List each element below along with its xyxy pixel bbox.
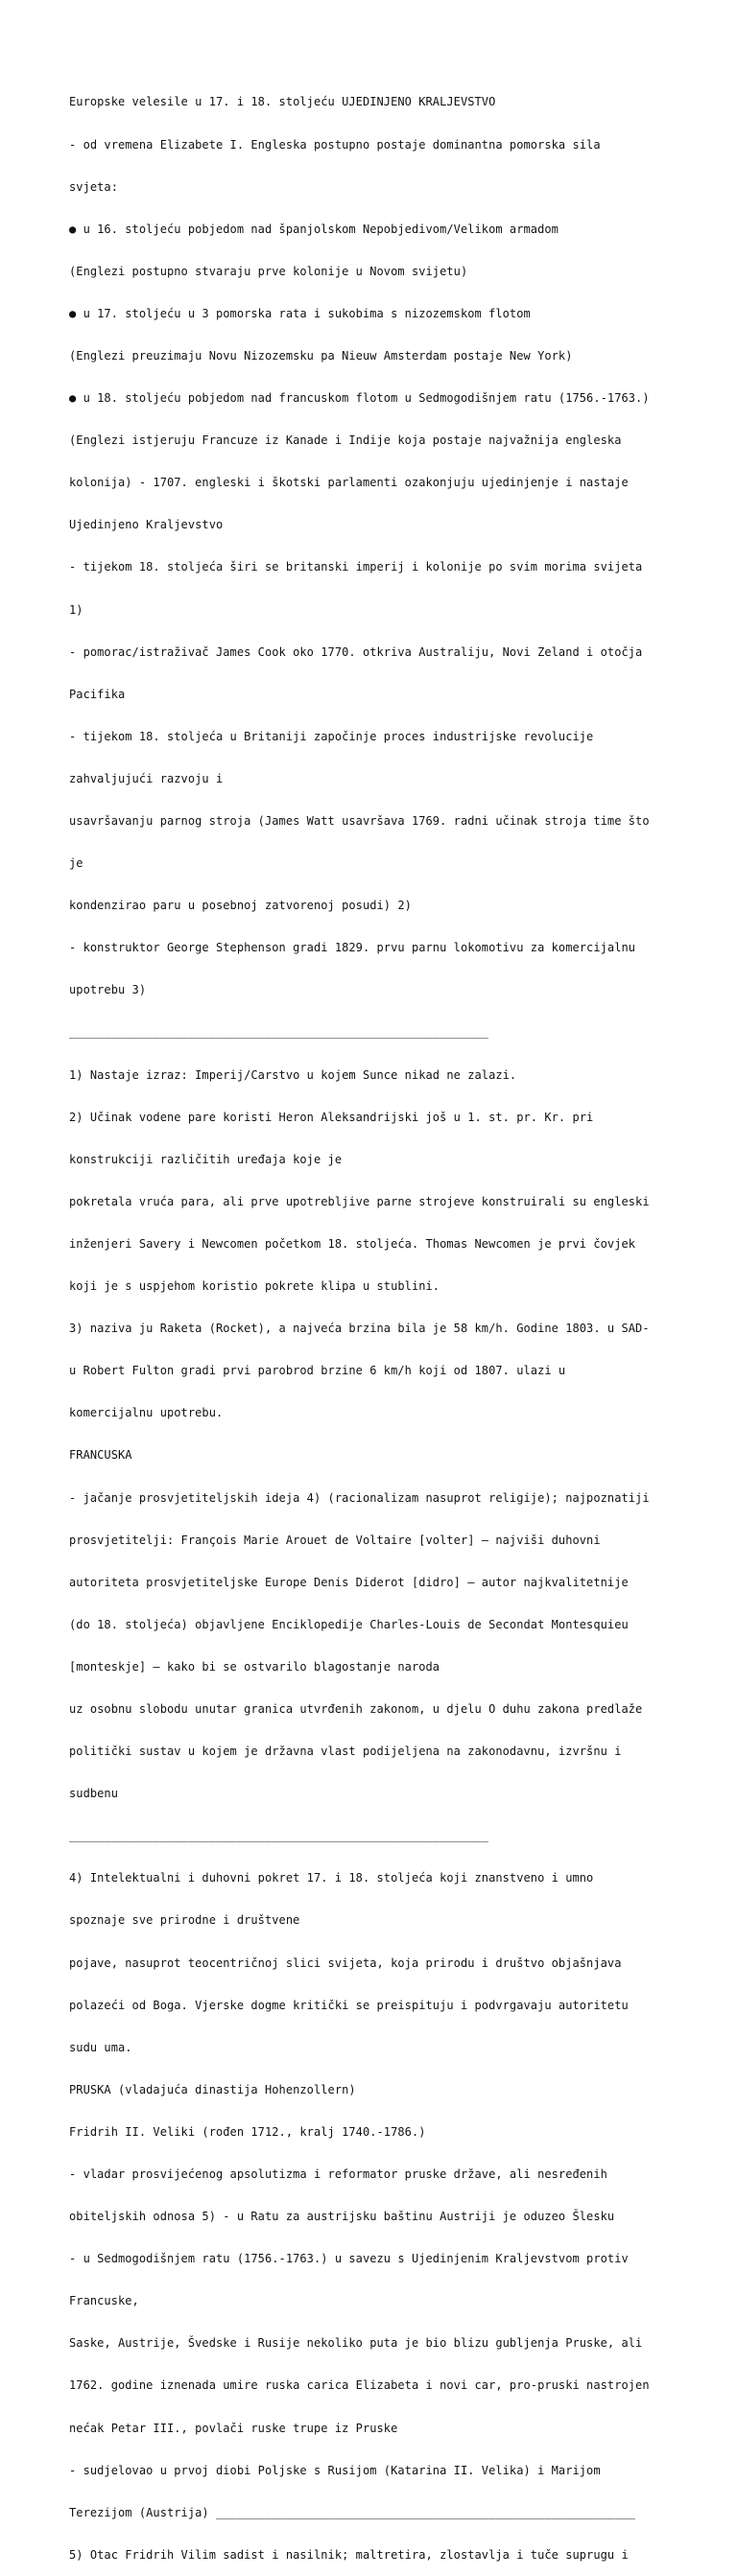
document-line: autoriteta prosvjetiteljske Europe Denis Diderot [didro] – autor najkvalitetnije: [69, 1575, 629, 1589]
document-line: Europske velesile u 17. i 18. stoljeću UJEDINJENO KRALJEVSTVO: [69, 95, 496, 109]
document-line: nećak Petar III., povlači ruske trupe iz Pruske: [69, 2421, 398, 2435]
document-line: [monteskje] – kako bi se ostvarilo blagostanje naroda: [69, 1659, 440, 1674]
document-line: prosvjetitelji: François Marie Arouet de Voltaire [volter] – najviši duhovni: [69, 1533, 601, 1547]
footnote-separator: ____________________________________________________________: [69, 1829, 489, 1843]
document-line: (Englezi preuzimaju Novu Nizozemsku pa Nieuw Amsterdam postaje New York): [69, 348, 573, 363]
footnote: u Robert Fulton gradi prvi parobrod brzine 6 km/h koji od 1807. ulazi u: [69, 1364, 566, 1378]
footnote: spoznaje sve prirodne i društvene: [69, 1913, 300, 1928]
document-line: ● u 16. stoljeću pobjedom nad španjolskom Nepobjedivom/Velikom armadom: [69, 222, 559, 236]
document-line: 1): [69, 602, 83, 617]
footnote: 5) Otac Fridrih Vilim sadist i nasilnik; maltretira, zlostavlja i tuče suprugu i: [69, 2547, 629, 2562]
document-line: - od vremena Elizabete I. Engleska postupno postaje dominantna pomorska sila: [69, 137, 601, 152]
document-line: - u Sedmogodišnjem ratu (1756.-1763.) u savezu s Ujedinjenim Kraljevstvom protiv: [69, 2252, 629, 2266]
document-line: ● u 18. stoljeću pobjedom nad francuskom flotom u Sedmogodišnjem ratu (1756.-1763.): [69, 391, 650, 406]
footnote: pojave, nasuprot teocentričnoj slici svijeta, koja prirodu i društvo objašnjava: [69, 1955, 622, 1970]
footnote: sudu uma.: [69, 2040, 132, 2054]
document-body: [69, 67, 683, 2576]
document-line: svjeta:: [69, 179, 118, 194]
document-line: kolonija) - 1707. engleski i škotski parlamenti ozakonjuju ujedinjenje i nastaje: [69, 476, 629, 490]
footnote: inženjeri Savery i Newcomen početkom 18. stoljeća. Thomas Newcomen je prvi čovjek: [69, 1236, 636, 1251]
section-heading: PRUSKA (vladajuća dinastija Hohenzollern): [69, 2082, 356, 2096]
document-line: uz osobnu slobodu unutar granica utvrđenih zakonom, u djelu O duhu zakona predlaže: [69, 1701, 643, 1716]
document-line: (Englezi istjeruju Francuze iz Kanade i Indije koja postaje najvažnija engleska: [69, 433, 622, 448]
footnote: konstrukciji različitih uređaja koje je: [69, 1152, 343, 1166]
footnote: komercijalnu upotrebu.: [69, 1406, 224, 1420]
document-line: usavršavanju parnog stroja (James Watt usavršava 1769. radni učinak stroja time što: [69, 814, 650, 828]
document-line: Terezijom (Austrija) ____________________________________________________________: [69, 2505, 636, 2519]
document-line: Saske, Austrije, Švedske i Rusije nekoliko puta je bio blizu gubljenja Pruske, ali: [69, 2336, 643, 2351]
footnote: polazeći od Boga. Vjerske dogme kritički se preispituju i podvrgavaju autoritetu: [69, 1998, 629, 2012]
document-line: Francuske,: [69, 2294, 139, 2308]
footnote-separator: ____________________________________________________________: [69, 1025, 489, 1040]
document-line: (Englezi postupno stvaraju prve kolonije u Novom svijetu): [69, 264, 468, 278]
document-line: Fridrih II. Veliki (rođen 1712., kralj 1740.-1786.): [69, 2124, 426, 2139]
document-line: - tijekom 18. stoljeća u Britaniji započinje proces industrijske revolucije: [69, 729, 594, 743]
document-line: - sudjelovao u prvoj diobi Poljske s Rusijom (Katarina II. Velika) i Marijom: [69, 2463, 601, 2477]
footnote: 3) naziva ju Raketa (Rocket), a najveća brzina bila je 58 km/h. Godine 1803. u SAD-: [69, 1322, 650, 1336]
document-line: politički sustav u kojem je državna vlast podijeljena na zakonodavnu, izvršnu i: [69, 1745, 622, 1759]
document-line: 1762. godine iznenada umire ruska carica Elizabeta i novi car, pro-pruski nastrojen: [69, 2378, 650, 2393]
footnote: pokretala vruća para, ali prve upotrebljive parne strojeve konstruirali su engleski: [69, 1194, 650, 1208]
document-line: ● u 17. stoljeću u 3 pomorska rata i sukobima s nizozemskom flotom: [69, 306, 531, 320]
document-line: zahvaljujući razvoju i: [69, 771, 224, 785]
document-line: - vladar prosviјećenog apsolutizma i reformator pruske države, ali nesređenih: [69, 2167, 607, 2181]
document-line: - konstruktor George Stephenson gradi 1829. prvu parnu lokomotivu za komercijalnu: [69, 941, 636, 955]
document-line: Ujedinjeno Kraljevstvo: [69, 518, 224, 532]
document-line: - pomorac/istraživač James Cook oko 1770. otkriva Australiju, Novi Zeland i otočja: [69, 644, 643, 659]
document-line: upotrebu 3): [69, 983, 147, 997]
document-line: kondenzirao paru u posebnoj zatvorenoj posudi) 2): [69, 899, 412, 913]
document-line: sudbenu: [69, 1787, 118, 1801]
document-line: Pacifika: [69, 687, 126, 701]
footnote: koji je s uspjehom koristio pokrete klipa u stublini.: [69, 1279, 440, 1294]
footnote: 2) Učinak vodene pare koristi Heron Aleksandrijski još u 1. st. pr. Kr. pri: [69, 1110, 594, 1124]
document-line: - tijekom 18. stoljeća širi se britanski imperij i kolonije po svim morima svijeta: [69, 560, 643, 574]
document-line: - jačanje prosvjetiteljskih ideja 4) (racionalizam nasuprot religije); najpoznatiji: [69, 1490, 650, 1505]
section-heading: FRANCUSKA: [69, 1448, 132, 1463]
document-line: je: [69, 856, 83, 871]
document-line: obiteljskih odnosa 5) - u Ratu za austrijsku baštinu Austriji je oduzeo Šlesku: [69, 2210, 615, 2224]
footnote: 1) Nastaje izraz: Imperij/Carstvo u kojem Sunce nikad ne zalazi.: [69, 1067, 517, 1082]
footnote: 4) Intelektualni i duhovni pokret 17. i 18. stoljeća koji znanstveno i umno: [69, 1871, 594, 1885]
document-line: (do 18. stoljeća) objavljene Enciklopedije Charles-Louis de Secondat Montesquieu: [69, 1617, 629, 1631]
